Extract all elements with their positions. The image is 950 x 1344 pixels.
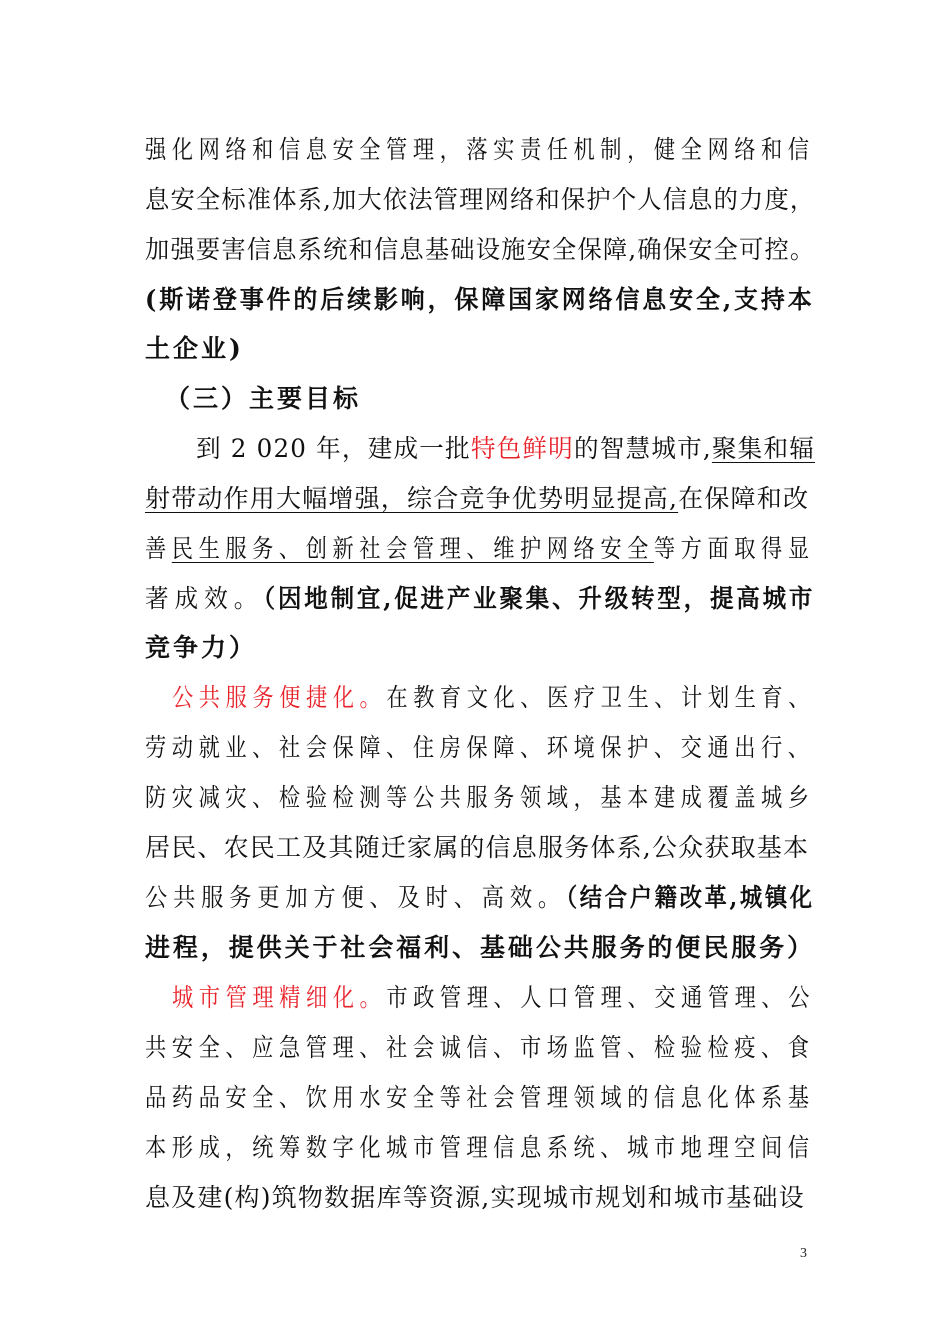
- text-run: 加强要害信息系统和信息基础设施安全保障,确保安全可控。: [145, 235, 816, 264]
- bold-note: [145, 332, 244, 366]
- body-line: [145, 582, 815, 616]
- text-run: 在教育文化、医疗卫生、计划生育、: [386, 683, 816, 712]
- text-run: 居民、农民工及其随迁家属的信息服务体系,公众获取基本: [145, 833, 810, 862]
- body-line: [172, 981, 815, 1015]
- underlined-text: 聚集和辐: [711, 434, 816, 463]
- text-run: 善: [145, 534, 172, 563]
- bold-note: [145, 931, 815, 965]
- text-run: 的智慧城市,: [573, 434, 712, 463]
- text-run: 息安全标准体系,加大依法管理网络和保护个人信息的力度，: [145, 185, 816, 214]
- body-line: [145, 731, 815, 765]
- text-run: （三）主要目标: [165, 384, 362, 413]
- highlight-text: 城市管理精细化。: [172, 983, 387, 1012]
- body-line: [145, 781, 815, 815]
- text-run: 本形成，统筹数字化城市管理信息系统、城市地理空间信: [145, 1133, 815, 1162]
- body-line: [145, 1031, 815, 1065]
- text-run: 强化网络和信息安全管理，落实责任机制，健全网络和信: [145, 135, 815, 164]
- text-run: (斯诺登事件的后续影响，保障国家网络信息安全,支持本: [145, 285, 815, 314]
- highlight-text: 特色鲜明: [470, 434, 574, 463]
- text-run: 等方面取得显: [653, 534, 815, 563]
- bold-note: [145, 283, 815, 317]
- body-line: [145, 233, 815, 267]
- body-line: [145, 482, 809, 516]
- text-run: 到 2 020 年，建成一批: [196, 434, 471, 463]
- underlined-text: 民生服务、创新社会管理、维护网络安全: [171, 534, 654, 563]
- section-heading: [165, 382, 361, 416]
- text-run: 竞争力）: [145, 633, 258, 662]
- bold-note: （因地制宜,促进产业聚集、升级转型，提高城市: [263, 584, 816, 613]
- body-line: [145, 1081, 815, 1115]
- text-run: 市政管理、人口管理、交通管理、公: [386, 983, 816, 1012]
- text-run: 在保障和改: [678, 484, 810, 513]
- body-line: [145, 532, 815, 566]
- body-line: [145, 831, 809, 865]
- bold-note: （结合户籍改革,城镇化: [565, 883, 815, 912]
- body-line: [145, 881, 815, 915]
- text-run: 著成效。: [145, 584, 264, 613]
- text-run: 息及建(构)筑物数据库等资源,实现城市规划和城市基础设: [145, 1183, 805, 1212]
- body-line: [145, 183, 815, 217]
- text-run: 土企业): [145, 334, 244, 363]
- text-run: 共安全、应急管理、社会诚信、市场监管、检验检疫、食: [145, 1033, 815, 1062]
- body-line: [145, 1181, 805, 1215]
- text-run: 品药品安全、饮用水安全等社会管理领域的信息化体系基: [145, 1083, 815, 1112]
- body-line: [196, 432, 815, 466]
- bold-note: [145, 631, 257, 665]
- text-run: 劳动就业、社会保障、住房保障、环境保护、交通出行、: [145, 733, 815, 762]
- highlight-text: 公共服务便捷化。: [172, 683, 387, 712]
- text-run: 进程，提供关于社会福利、基础公共服务的便民服务）: [145, 933, 816, 962]
- body-line: [145, 133, 815, 167]
- page-number: 3: [800, 1246, 807, 1261]
- body-line: [172, 681, 815, 715]
- body-line: [145, 1131, 815, 1165]
- text-run: 防灾减灾、检验检测等公共服务领域，基本建成覆盖城乡: [145, 783, 815, 812]
- underlined-text: 射带动作用大幅增强，综合竞争优势明显提高,: [145, 484, 679, 513]
- text-run: 公共服务更加方便、及时、高效。: [145, 883, 566, 912]
